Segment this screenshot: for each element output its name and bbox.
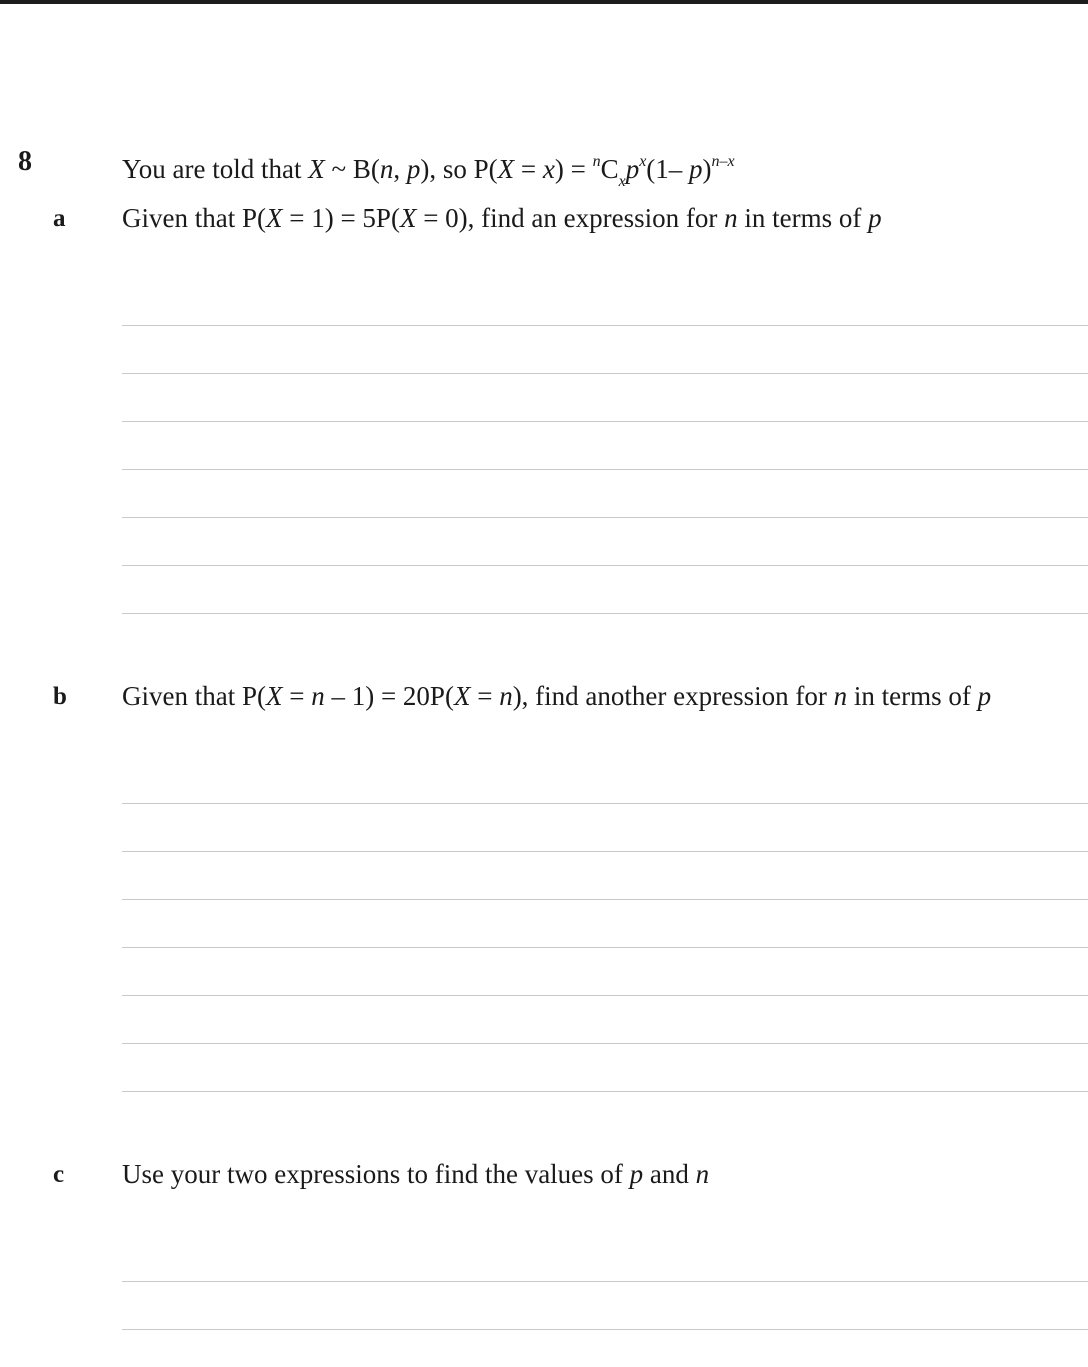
top-border bbox=[0, 0, 1088, 4]
part-c-var-p: p bbox=[629, 1159, 644, 1189]
intro-text-6: ) bbox=[702, 154, 712, 184]
part-a-text-1: Given that P( bbox=[122, 203, 266, 233]
answer-line[interactable] bbox=[122, 851, 1088, 852]
part-b-var-n2: n bbox=[499, 681, 513, 711]
intro-var-X2: X bbox=[497, 154, 515, 184]
answer-line[interactable] bbox=[122, 1043, 1088, 1044]
answer-line[interactable] bbox=[122, 517, 1088, 518]
intro-var-p: p bbox=[406, 154, 421, 184]
part-b-var-n1: n bbox=[311, 681, 325, 711]
intro-var-X: X bbox=[308, 154, 325, 184]
part-c-text-1: Use your two expressions to find the values of bbox=[122, 1159, 630, 1189]
answer-line[interactable] bbox=[122, 899, 1088, 900]
part-b-text-2: = bbox=[282, 681, 312, 711]
part-b-text-4: = bbox=[470, 681, 500, 711]
answer-line[interactable] bbox=[122, 1091, 1088, 1092]
part-a-var-n: n bbox=[724, 203, 738, 233]
intro-var-p2: p bbox=[625, 154, 640, 184]
part-b-var-X1: X bbox=[265, 681, 283, 711]
intro-text-3: ), so P( bbox=[420, 154, 498, 184]
part-a-text-4: in terms of bbox=[737, 203, 869, 233]
intro-text-5: (1– bbox=[646, 154, 690, 184]
question-intro bbox=[122, 145, 735, 199]
part-c-text-2: and bbox=[643, 1159, 696, 1189]
answer-line[interactable] bbox=[122, 1281, 1088, 1282]
answer-line[interactable] bbox=[122, 565, 1088, 566]
answer-line[interactable] bbox=[122, 325, 1088, 326]
part-a-var-X2: X bbox=[399, 203, 417, 233]
part-a-label: a bbox=[53, 205, 66, 232]
intro-var-n: n bbox=[379, 154, 394, 184]
answer-line[interactable] bbox=[122, 995, 1088, 996]
part-b-var-p: p bbox=[977, 681, 992, 711]
intro-combination-C: C bbox=[600, 154, 619, 184]
intro-text-4: ) = bbox=[554, 154, 593, 184]
part-a-var-X1: X bbox=[265, 203, 283, 233]
part-a-text bbox=[122, 201, 882, 235]
intro-comma: , bbox=[393, 154, 407, 184]
part-b-text-1: Given that P( bbox=[122, 681, 266, 711]
intro-var-p3: p bbox=[689, 154, 703, 184]
answer-line[interactable] bbox=[122, 373, 1088, 374]
part-b-label: b bbox=[53, 683, 67, 710]
part-c-text bbox=[122, 1157, 709, 1191]
part-b-text-6: in terms of bbox=[847, 681, 978, 711]
part-c-label: c bbox=[53, 1161, 65, 1188]
intro-equals: = bbox=[514, 154, 543, 184]
part-a-text-3: = 0), find an expression for bbox=[416, 203, 725, 233]
part-b-var-n3: n bbox=[833, 681, 848, 711]
answer-line[interactable] bbox=[122, 469, 1088, 470]
intro-sup-x: x bbox=[639, 153, 647, 170]
question-number: 8 bbox=[18, 146, 32, 177]
answer-line[interactable] bbox=[122, 947, 1088, 948]
intro-text-1: You are told that bbox=[122, 154, 309, 184]
part-b-text bbox=[122, 679, 991, 713]
intro-text-2: ~ B( bbox=[324, 154, 380, 184]
part-a-var-p: p bbox=[868, 203, 882, 233]
intro-sup-n-minus-x: n–x bbox=[711, 153, 735, 170]
intro-sup-n: n bbox=[592, 153, 601, 170]
part-b-var-X2: X bbox=[453, 681, 471, 711]
intro-var-x: x bbox=[542, 154, 555, 184]
part-c-var-n: n bbox=[695, 1159, 710, 1189]
part-a-text-2: = 1) = 5P( bbox=[282, 203, 400, 233]
answer-line[interactable] bbox=[122, 421, 1088, 422]
part-b-text-5: ), find another expression for bbox=[512, 681, 834, 711]
part-b-text-3: – 1) = 20P( bbox=[324, 681, 454, 711]
answer-line[interactable] bbox=[122, 1329, 1088, 1330]
intro-sub-x: x bbox=[618, 173, 626, 190]
answer-line[interactable] bbox=[122, 613, 1088, 614]
answer-line[interactable] bbox=[122, 803, 1088, 804]
